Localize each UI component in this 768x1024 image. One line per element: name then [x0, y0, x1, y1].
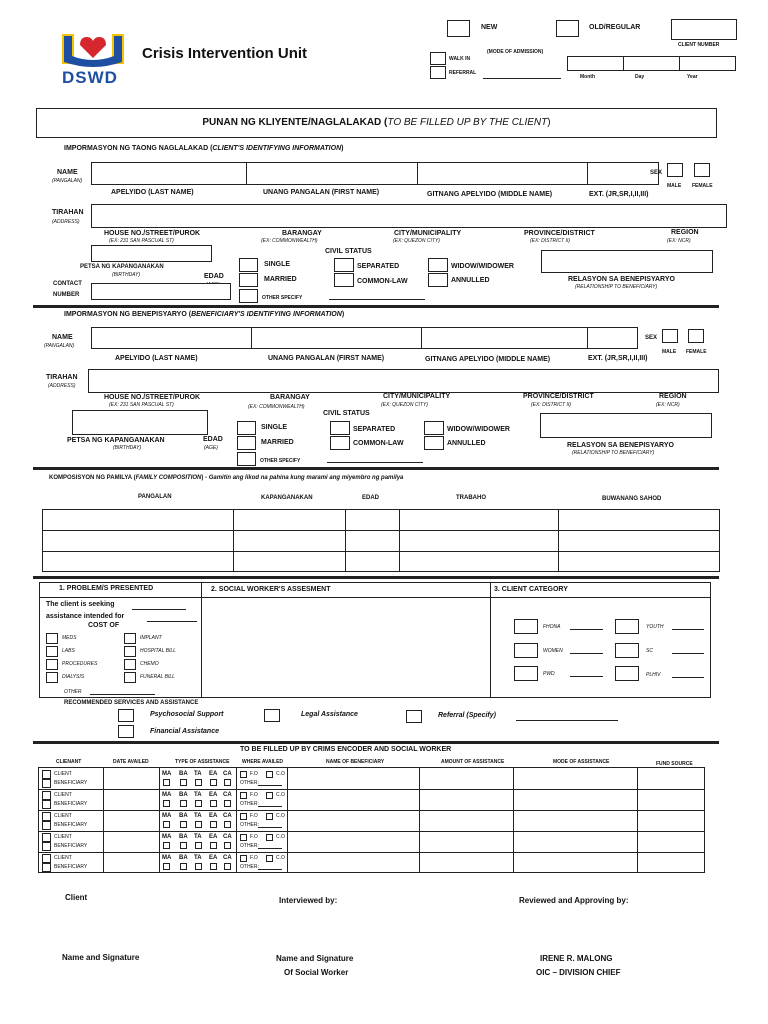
crims-beneficiary-label: BENEFICIARY [54, 822, 88, 828]
crims-client-checkbox[interactable] [42, 833, 51, 842]
ben-separated-label: SEPARATED [353, 426, 396, 433]
client-contact-field[interactable] [91, 283, 231, 300]
problem-title: 1. PROBLEM/S PRESENTED [59, 585, 154, 592]
ben-birth-label: PETSA NG KAPANGANAKAN [67, 437, 165, 444]
year-label: Year [687, 74, 698, 80]
client-ex-prov: (EX: DISTRICT II) [530, 238, 570, 244]
crims-client-checkbox[interactable] [42, 770, 51, 779]
ben-ex-prov: (EX: DISTRICT II) [531, 402, 571, 408]
women-label: WOMEN [543, 648, 563, 654]
referral-label: REFERRAL [449, 70, 477, 76]
crims-col-clienant: CLIENANT [56, 759, 82, 765]
client-number-label: CLIENT NUMBER [678, 42, 720, 48]
crims-title: TO BE FILLED UP BY CRIMS ENCODER AND SOCIAL WORKER [240, 746, 452, 753]
fhona-label: FHONA [543, 624, 561, 630]
crims-type-label: MA [162, 834, 172, 840]
dswd-logo [58, 32, 128, 90]
crims-col-name: NAME OF BENEFICIARY [326, 759, 385, 765]
fhona-checkbox[interactable] [514, 619, 538, 634]
crims-type-checkbox[interactable] [195, 779, 202, 786]
sign-client-name: Name and Signature [62, 953, 140, 962]
ben-province-label: PROVINCE/DISTRICT [523, 393, 594, 400]
problem-cost-of: COST OF [88, 622, 120, 629]
youth-checkbox[interactable] [615, 619, 639, 634]
client-relationship-field[interactable] [541, 250, 713, 273]
referral-line [483, 78, 561, 79]
procedures-checkbox[interactable] [46, 659, 58, 670]
crims-beneficiary-checkbox[interactable] [42, 800, 51, 809]
client-ex-house: (EX: 231 SAN PASCUAL ST) [109, 238, 174, 244]
ben-other-label: OTHER SPECIFY [260, 458, 301, 464]
crims-body [38, 767, 705, 873]
dswd-emblem-icon [58, 32, 128, 72]
psychosocial-label: Psychosocial Support [150, 711, 224, 718]
procedures-label: PROCEDURES [62, 661, 98, 667]
crims-type-checkbox[interactable] [210, 821, 217, 828]
crims-client-checkbox[interactable] [42, 812, 51, 821]
ben-married-label: MARRIED [261, 439, 294, 446]
ben-ex-house: (EX: 231 SAN PASCUAL ST) [109, 402, 174, 408]
client-married-checkbox[interactable] [239, 273, 258, 287]
sign-of-sw: Of Social Worker [284, 968, 349, 977]
beneficiary-info-heading: IMPORMASYON NG BENEPISYARYO (BENEFICIARY'S IDENTIFYING INFORMATION) [64, 311, 345, 318]
day-label: Day [635, 74, 645, 80]
ben-sex-label: SEX [645, 335, 658, 341]
client-region-label: REGION [671, 229, 699, 236]
crims-type-checkbox[interactable] [210, 863, 217, 870]
section-divider-4 [33, 741, 719, 744]
client-single-checkbox[interactable] [239, 258, 258, 272]
crims-type-label: BA [179, 771, 188, 777]
ben-widow-label: WIDOW/WIDOWER [447, 426, 510, 433]
client-name-field[interactable] [91, 162, 659, 185]
crims-client-label: CLIENT [54, 834, 72, 840]
ben-female-label: FEMALE [686, 349, 707, 355]
problem-intended: assistance intended for [46, 613, 125, 620]
client-separated-checkbox[interactable] [334, 258, 354, 272]
client-edad-label: EDAD [204, 273, 224, 280]
meds-checkbox[interactable] [46, 633, 58, 644]
logo-text: DSWD [62, 68, 118, 87]
ben-name-label: NAME [52, 334, 73, 341]
crims-beneficiary-label: BENEFICIARY [54, 801, 88, 807]
crims-beneficiary-checkbox[interactable] [42, 863, 51, 872]
walk-in-checkbox[interactable] [430, 52, 446, 65]
crims-type-label: CA [223, 813, 232, 819]
chemo-label: CHEMO [140, 661, 159, 667]
ben-common-law-label: COMMON-LAW [353, 440, 404, 447]
client-annulled-checkbox[interactable] [428, 273, 448, 287]
crims-other-label: OTHER: [240, 864, 259, 870]
client-annulled-label: ANNULLED [451, 277, 490, 284]
new-checkbox[interactable] [447, 20, 470, 37]
crims-type-checkbox[interactable] [210, 842, 217, 849]
client-widow-checkbox[interactable] [428, 258, 448, 272]
crims-type-label: TA [194, 834, 202, 840]
crims-type-label: MA [162, 792, 172, 798]
crims-type-label: BA [179, 813, 188, 819]
client-birth-label: PETSA NG KAPANGANAKAN [80, 264, 164, 270]
client-middlename-label: GITNANG APELYIDO (MIDDLE NAME) [427, 191, 553, 198]
crims-type-checkbox[interactable] [224, 842, 231, 849]
plhiv-label: PLHIV [646, 672, 661, 678]
ben-ex-city: (EX: QUEZON CITY) [381, 402, 428, 408]
crims-type-label: EA [209, 855, 218, 861]
ben-birthday-field[interactable] [72, 410, 208, 435]
crims-fo-label: F.O [250, 792, 258, 798]
crims-type-label: EA [209, 813, 218, 819]
crims-fo-checkbox[interactable] [240, 834, 247, 841]
pwd-checkbox[interactable] [514, 666, 538, 681]
ben-firstname-label: UNANG PANGALAN (FIRST NAME) [268, 355, 385, 362]
ben-civil-status-label: CIVIL STATUS [323, 410, 370, 417]
crims-client-label: CLIENT [54, 792, 72, 798]
ben-middlename-label: GITNANG APELYIDO (MIDDLE NAME) [425, 356, 551, 363]
crims-type-checkbox[interactable] [180, 863, 187, 870]
crims-col-fund: FUND SOURCE [656, 761, 693, 767]
ben-edad-label: EDAD [203, 436, 223, 443]
form-title-close: ) [547, 117, 551, 128]
client-lastname-label: APELYIDO (LAST NAME) [111, 189, 194, 196]
crims-type-label: TA [194, 771, 202, 777]
crims-type-checkbox[interactable] [180, 821, 187, 828]
chemo-checkbox[interactable] [124, 659, 136, 670]
crims-co-label: C.O [276, 813, 285, 819]
family-col-trabaho: TRABAHO [456, 495, 486, 501]
month-label: Month [580, 74, 595, 80]
client-other-checkbox[interactable] [239, 289, 258, 303]
implant-label: IMPLANT [140, 635, 162, 641]
client-firstname-label: UNANG PANGALAN (FIRST NAME) [263, 189, 380, 196]
ben-widow-checkbox[interactable] [424, 421, 444, 435]
crims-type-checkbox[interactable] [224, 821, 231, 828]
crims-fo-label: F.O [250, 771, 258, 777]
family-col-edad: EDAD [362, 495, 380, 501]
youth-label: YOUTH [646, 624, 664, 630]
client-common-law-label: COMMON-LAW [357, 278, 408, 285]
client-number-field[interactable] [671, 19, 737, 40]
crims-type-checkbox[interactable] [180, 800, 187, 807]
crims-fo-checkbox[interactable] [240, 813, 247, 820]
client-ex-reg: (EX: NCR) [667, 238, 691, 244]
pwd-label: PWD [543, 671, 555, 677]
crims-type-label: EA [209, 771, 218, 777]
crims-type-label: BA [179, 855, 188, 861]
crims-co-label: C.O [276, 834, 285, 840]
crims-fo-label: F.O [250, 855, 258, 861]
client-address-label: (ADDRESS) [52, 219, 80, 225]
client-ex-city: (EX: QUEZON CITY) [393, 238, 440, 244]
ben-region-label: REGION [659, 393, 687, 400]
ben-lastname-label: APELYIDO (LAST NAME) [115, 355, 198, 362]
crims-co-checkbox[interactable] [266, 792, 273, 799]
crims-type-label: CA [223, 855, 232, 861]
problem-seeking: The client is seeking [46, 601, 115, 608]
crims-col-type: TYPE OF ASSISTANCE [175, 759, 230, 765]
problem-other-label: OTHER [64, 689, 82, 695]
ben-barangay-label: BARANGAY [270, 394, 310, 401]
mode-label: (MODE OF ADMISSION) [487, 49, 544, 55]
crims-client-label: CLIENT [54, 771, 72, 777]
ben-address-field[interactable] [88, 369, 719, 393]
ben-ext-label: EXT. (JR,SR,I,II,III) [588, 355, 648, 362]
crims-beneficiary-label: BENEFICIARY [54, 780, 88, 786]
crims-type-label: CA [223, 834, 232, 840]
sign-client: Client [65, 893, 88, 902]
client-birthday-label: (BIRTHDAY) [112, 272, 141, 278]
old-regular-label: OLD/REGULAR [589, 24, 641, 31]
crims-type-checkbox[interactable] [224, 779, 231, 786]
family-heading: KOMPOSISYON NG PAMILYA (FAMILY COMPOSITION) - Gamitin ang likod na pahina kung marami ang miyembro ng pamilya [49, 475, 404, 481]
client-province-label: PROVINCE/DISTRICT [524, 230, 595, 237]
psychosocial-checkbox[interactable] [118, 709, 134, 722]
family-col-sahod: BUWANANG SAHOD [602, 496, 662, 502]
crims-type-checkbox[interactable] [163, 842, 170, 849]
client-relasyon-label: RELASYON SA BENEPISYARYO [568, 276, 675, 283]
crims-type-checkbox[interactable] [210, 779, 217, 786]
meds-label: MEDS [62, 635, 77, 641]
referral-checkbox[interactable] [430, 66, 446, 79]
client-other-line [329, 299, 425, 300]
client-common-law-checkbox[interactable] [334, 273, 354, 287]
section-divider-3 [33, 576, 719, 579]
client-house-label: HOUSE NO./STREET/PUROK [104, 230, 201, 237]
form-title: PUNAN NG KLIYENTE/NAGLALAKAD ( [202, 117, 388, 128]
client-male-label: MALE [667, 183, 682, 189]
client-relation-label: (RELATIONSHIP TO BENEFICIARY) [575, 284, 658, 290]
ben-other-checkbox[interactable] [237, 452, 256, 466]
ben-other-line [327, 462, 423, 463]
sign-sw-name: Name and Signature [276, 954, 354, 963]
ben-name-field[interactable] [91, 327, 638, 349]
crims-co-checkbox[interactable] [266, 855, 273, 862]
family-col-pangalan: PANGALAN [138, 494, 172, 500]
crims-type-label: CA [223, 792, 232, 798]
financial-label: Financial Assistance [150, 728, 219, 735]
ben-separated-checkbox[interactable] [330, 421, 350, 435]
sign-reviewed: Reviewed and Approving by: [519, 896, 629, 905]
ben-female-checkbox[interactable] [688, 329, 704, 343]
ben-annulled-checkbox[interactable] [424, 436, 444, 450]
implant-checkbox[interactable] [124, 633, 136, 644]
client-ex-brgy: (EX: COMMONWEALTH) [261, 238, 318, 244]
new-label: NEW [481, 24, 498, 31]
legal-checkbox[interactable] [264, 709, 280, 722]
crims-col-where: WHERE AVAILED [242, 759, 284, 765]
crims-other-label: OTHER: [240, 780, 259, 786]
client-separated-label: SEPARATED [357, 263, 400, 270]
crims-type-checkbox[interactable] [210, 800, 217, 807]
walk-in-label: WALK IN [449, 56, 471, 62]
crims-type-checkbox[interactable] [195, 842, 202, 849]
labs-label: LABS [62, 648, 75, 654]
client-number-label: NUMBER [53, 292, 80, 298]
crims-table [38, 757, 705, 873]
crims-type-label: TA [194, 813, 202, 819]
crims-fo-checkbox[interactable] [240, 855, 247, 862]
client-name-label: NAME [57, 169, 78, 176]
crims-type-label: MA [162, 813, 172, 819]
ben-pangalan-label: (PANGALAN) [44, 343, 75, 349]
crims-co-label: C.O [276, 771, 285, 777]
legal-label: Legal Assistance [301, 711, 358, 718]
ben-house-label: HOUSE NO./STREET/PUROK [104, 394, 201, 401]
crims-co-label: C.O [276, 855, 285, 861]
crims-type-label: MA [162, 771, 172, 777]
sign-interviewed: Interviewed by: [279, 896, 338, 905]
crims-other-label: OTHER: [240, 843, 259, 849]
ben-city-label: CITY/MUNICIPALITY [383, 393, 451, 400]
crims-type-checkbox[interactable] [163, 779, 170, 786]
crims-client-checkbox[interactable] [42, 791, 51, 800]
section-divider-2 [33, 467, 719, 470]
crims-beneficiary-label: BENEFICIARY [54, 864, 88, 870]
funeral-bill-checkbox[interactable] [124, 672, 136, 683]
crims-other-label: OTHER: [240, 822, 259, 828]
crims-client-label: CLIENT [54, 855, 72, 861]
crims-type-label: EA [209, 834, 218, 840]
ben-relation-label: (RELATIONSHIP TO BENEFICIARY) [572, 450, 655, 456]
crims-type-checkbox[interactable] [224, 863, 231, 870]
crims-type-checkbox[interactable] [195, 863, 202, 870]
ben-ex-brgy: (EX: COMMONWEALTH) [248, 404, 305, 410]
crims-type-checkbox[interactable] [195, 821, 202, 828]
ben-birthday-label: (BIRTHDAY) [113, 445, 142, 451]
crims-type-checkbox[interactable] [180, 842, 187, 849]
crims-type-label: EA [209, 792, 218, 798]
funeral-bill-label: FUNERAL BILL [140, 674, 175, 680]
client-female-checkbox[interactable] [694, 163, 710, 177]
crims-type-label: TA [194, 855, 202, 861]
women-checkbox[interactable] [514, 643, 538, 658]
crims-co-label: C.O [276, 792, 285, 798]
client-ext-label: EXT. (JR,SR,I,II,III) [589, 191, 649, 198]
family-rows[interactable] [42, 509, 720, 572]
sign-chief-title: OIC – DIVISION CHIEF [536, 968, 621, 977]
ben-male-label: MALE [662, 349, 677, 355]
category-title: 3. CLIENT CATEGORY [494, 586, 568, 593]
crims-col-mode: MODE OF ASSISTANCE [553, 759, 610, 765]
client-contact-label: CONTACT [53, 281, 82, 287]
dialysis-label: DIALYSIS [62, 674, 85, 680]
dialysis-checkbox[interactable] [46, 672, 58, 683]
hospital-bill-checkbox[interactable] [124, 646, 136, 657]
ben-address-label: (ADDRESS) [48, 383, 76, 389]
ben-single-label: SINGLE [261, 424, 288, 431]
client-info-heading: IMPORMASYON NG TAONG NAGLALAKAD (CLIENT'S IDENTIFYING INFORMATION) [64, 145, 344, 152]
recommended-title: RECOMMENDED SERVICES AND ASSISTANCE [64, 700, 199, 706]
crims-co-checkbox[interactable] [266, 834, 273, 841]
crims-client-checkbox[interactable] [42, 854, 51, 863]
crims-type-checkbox[interactable] [224, 800, 231, 807]
crims-fo-label: F.O [250, 813, 258, 819]
crims-other-label: OTHER: [240, 801, 259, 807]
ben-common-law-checkbox[interactable] [330, 436, 350, 450]
client-civil-status-label: CIVIL STATUS [325, 248, 372, 255]
crims-type-label: BA [179, 834, 188, 840]
ben-relasyon-label: RELASYON SA BENEPISYARYO [567, 442, 674, 449]
client-tirahan-label: TIRAHAN [52, 209, 84, 216]
financial-checkbox[interactable] [118, 725, 134, 738]
crims-type-checkbox[interactable] [163, 821, 170, 828]
ben-annulled-label: ANNULLED [447, 440, 486, 447]
crims-co-checkbox[interactable] [266, 813, 273, 820]
crims-type-checkbox[interactable] [163, 863, 170, 870]
hospital-bill-label: HOSPITAL BILL [140, 648, 176, 654]
crims-type-checkbox[interactable] [163, 800, 170, 807]
crims-type-label: CA [223, 771, 232, 777]
crims-beneficiary-checkbox[interactable] [42, 821, 51, 830]
ben-single-checkbox[interactable] [237, 421, 256, 435]
client-widow-label: WIDOW/WIDOWER [451, 263, 514, 270]
crims-co-checkbox[interactable] [266, 771, 273, 778]
crims-type-checkbox[interactable] [195, 800, 202, 807]
form-title-box [36, 108, 717, 138]
referral-service-checkbox[interactable] [406, 710, 422, 723]
assessment-title: 2. SOCIAL WORKER'S ASSESMENT [211, 586, 331, 593]
form-title-italic: TO BE FILLED UP BY THE CLIENT [387, 117, 548, 128]
crims-type-checkbox[interactable] [180, 779, 187, 786]
client-city-label: CITY/MUNICIPALITY [394, 230, 462, 237]
crims-fo-checkbox[interactable] [240, 771, 247, 778]
ben-tirahan-label: TIRAHAN [46, 374, 78, 381]
crims-client-label: CLIENT [54, 813, 72, 819]
labs-checkbox[interactable] [46, 646, 58, 657]
client-male-checkbox[interactable] [667, 163, 683, 177]
ben-age-label: (AGE) [204, 445, 218, 451]
client-single-label: SINGLE [264, 261, 291, 268]
client-female-label: FEMALE [692, 183, 713, 189]
client-other-label: OTHER SPECIFY [262, 295, 303, 301]
crims-fo-label: F.O [250, 834, 258, 840]
ben-male-checkbox[interactable] [662, 329, 678, 343]
old-regular-checkbox[interactable] [556, 20, 579, 37]
crims-beneficiary-checkbox[interactable] [42, 779, 51, 788]
crims-fo-checkbox[interactable] [240, 792, 247, 799]
client-pangalan-label: (PANGALAN) [52, 178, 83, 184]
plhiv-checkbox[interactable] [615, 666, 639, 681]
referral-service-label: Referral (Specify) [438, 712, 496, 719]
ben-married-checkbox[interactable] [237, 436, 256, 450]
sc-label: SC [646, 648, 653, 654]
crims-type-label: TA [194, 792, 202, 798]
client-married-label: MARRIED [264, 276, 297, 283]
client-sex-label: SEX [650, 170, 663, 176]
ben-ex-reg: (EX: NCR) [656, 402, 680, 408]
family-col-kapanganakan: KAPANGANAKAN [261, 495, 313, 501]
crims-col-amount: AMOUNT OF ASSISTANCE [441, 759, 505, 765]
client-barangay-label: BARANGAY [282, 230, 322, 237]
client-birthday-field[interactable] [91, 245, 212, 262]
sc-checkbox[interactable] [615, 643, 639, 658]
crims-beneficiary-label: BENEFICIARY [54, 843, 88, 849]
crims-type-label: MA [162, 855, 172, 861]
sign-chief-name: IRENE R. MALONG [540, 954, 613, 963]
crims-beneficiary-checkbox[interactable] [42, 842, 51, 851]
crims-type-label: BA [179, 792, 188, 798]
family-table [42, 491, 720, 573]
client-address-field[interactable] [91, 204, 727, 228]
ben-relationship-field[interactable] [540, 413, 712, 438]
unit-title: Crisis Intervention Unit [142, 45, 308, 62]
crims-col-date: DATE AVAILED [113, 759, 149, 765]
date-field[interactable] [567, 56, 736, 71]
section-divider-1 [33, 305, 719, 308]
